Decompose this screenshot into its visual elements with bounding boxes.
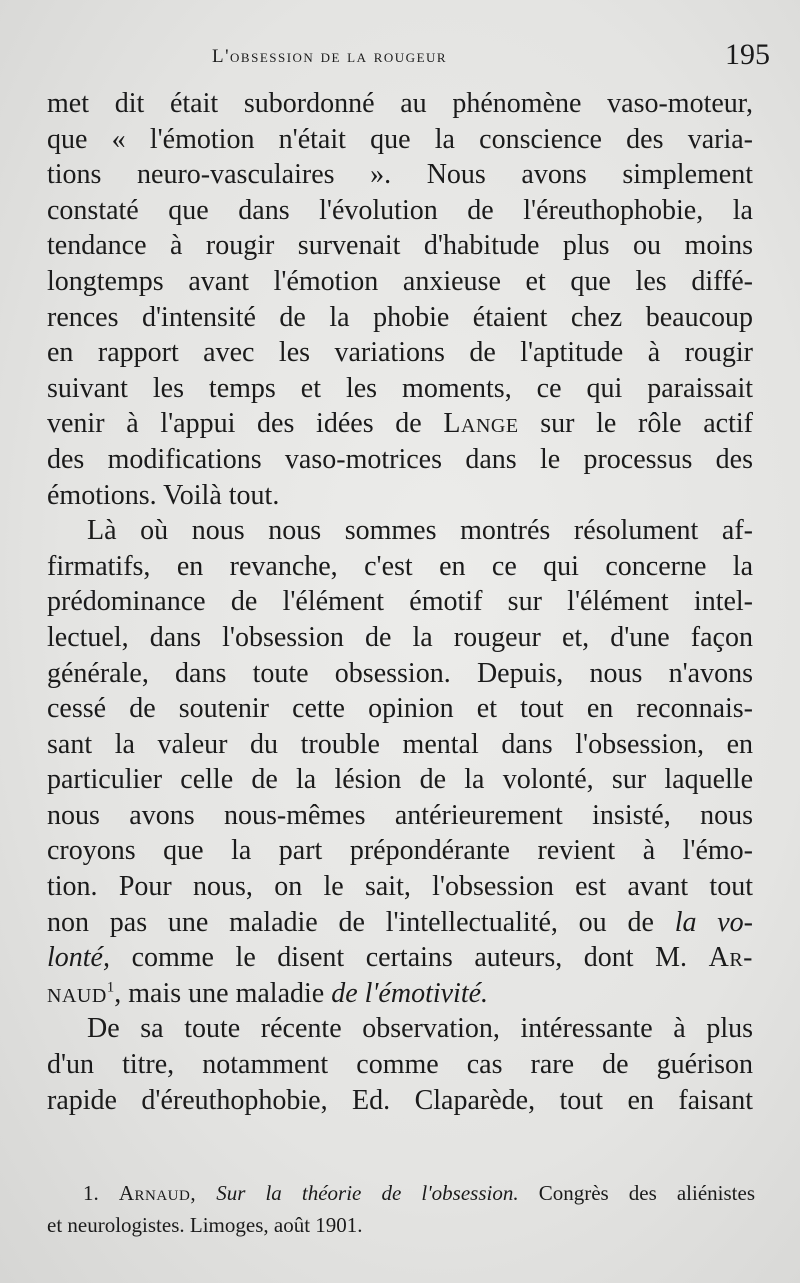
text-line: tions neuro-vasculaires ». Nous avons simplement: [47, 159, 753, 191]
footnote: [47, 1177, 755, 1241]
page-number: 195: [725, 38, 770, 71]
text-line: [47, 406, 753, 442]
footnote-text: Congrès des aliénistes: [518, 1181, 755, 1205]
text-line: émotions. Voilà tout.: [47, 479, 280, 511]
body-text: [47, 86, 753, 1118]
text-line: [47, 940, 753, 976]
footnote-author: Arnaud,: [118, 1181, 197, 1205]
text-line: sant la valeur du trouble mental dans l'obsession, en: [47, 728, 753, 760]
footnote-title: Sur la théorie de l'obsession.: [216, 1181, 519, 1205]
author-name: Lange: [443, 408, 519, 440]
text-line: en rapport avec les variations de l'aptitude à rougir: [47, 337, 753, 369]
text-run: sur le rôle actif: [518, 408, 753, 440]
italic-text: la vo-: [674, 906, 753, 938]
text-line: tion. Pour nous, on le sait, l'obsession est avant tout: [47, 871, 753, 903]
text-line: constaté que dans l'évolution de l'éreuthophobie, la: [47, 194, 753, 226]
text-line: particulier celle de la lésion de la volonté, sur laquelle: [47, 764, 753, 796]
text-line: De sa toute récente observation, intéressante à plus: [87, 1013, 753, 1045]
author-name: Ar-: [708, 942, 753, 974]
text-line: [47, 976, 753, 1012]
page-header: [0, 38, 800, 78]
text-line: générale, dans toute obsession. Depuis, nous n'avons: [47, 657, 753, 689]
text-line: cessé de soutenir cette opinion et tout en reconnais-: [47, 693, 753, 725]
text-line: [47, 905, 753, 941]
footnote-number: 1.: [83, 1181, 99, 1205]
text-run: comme le disent certains auteurs, dont M.: [110, 942, 709, 974]
text-run: venir à l'appui des idées de: [47, 408, 444, 440]
text-line: nous avons nous-mêmes antérieurement insisté, nous: [47, 799, 753, 831]
text-line: Là où nous nous sommes montrés résolument af-: [87, 515, 753, 547]
running-title: L'obsession de la rougeur: [212, 46, 448, 67]
text-line: met dit était subordonné au phénomène vaso-moteur,: [47, 88, 753, 119]
italic-text: lonté,: [47, 942, 110, 974]
footnote-line: et neurologistes. Limoges, août 1901.: [47, 1213, 363, 1237]
text-line: firmatifs, en revanche, c'est en ce qui concerne la: [47, 550, 753, 582]
text-line: rapide d'éreuthophobie, Ed. Claparède, tout en faisant: [47, 1084, 753, 1116]
footnote-ref: 1: [106, 979, 115, 996]
text-line: rences d'intensité de la phobie étaient chez beaucoup: [47, 301, 753, 333]
text-line: longtemps avant l'émotion anxieuse et que les diffé-: [47, 265, 753, 297]
text-line: croyons que la part prépondérante revient à l'émo-: [47, 835, 753, 867]
footnote-line: [47, 1177, 755, 1209]
author-name: naud: [47, 977, 107, 1009]
text-line: prédominance de l'élément émotif sur l'élément intel-: [47, 586, 753, 618]
text-line: lectuel, dans l'obsession de la rougeur et, d'une façon: [47, 621, 753, 653]
text-line: des modifications vaso-motrices dans le processus des: [47, 443, 753, 475]
text-run: non pas une maladie de l'intellectualité, ou de: [47, 906, 675, 938]
italic-text: de l'émotivité.: [331, 977, 489, 1009]
text-line: tendance à rougir survenait d'habitude plus ou moins: [47, 230, 753, 262]
text-line: que « l'émotion n'était que la conscience des varia-: [47, 123, 753, 155]
text-line: suivant les temps et les moments, ce qui paraissait: [47, 372, 753, 404]
text-run: , mais une maladie: [114, 977, 332, 1009]
text-line: d'un titre, notamment comme cas rare de guérison: [47, 1049, 753, 1081]
